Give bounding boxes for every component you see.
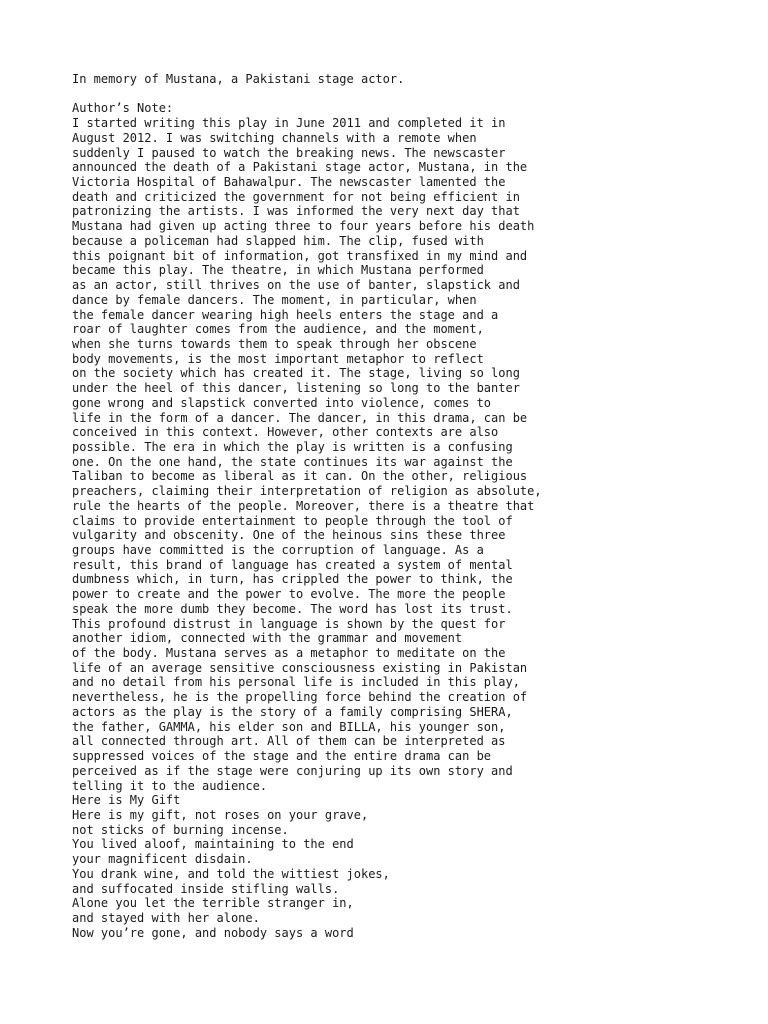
note-text-line: suddenly I paused to watch the breaking news. The newscaster (72, 145, 506, 160)
note-text-line: the female dancer wearing high heels enters the stage and a (72, 307, 499, 322)
poem-body (72, 808, 732, 940)
note-text-line: rule the hearts of the people. Moreover, there is a theatre that (72, 498, 535, 513)
dedication-line: In memory of Mustana, a Pakistani stage actor. (72, 72, 405, 86)
note-text-line: conceived in this context. However, other contexts are also (72, 425, 499, 440)
note-text-line: another idiom, connected with the grammar and movement (72, 631, 463, 646)
note-text-line: perceived as if the stage were conjuring up its own story and (72, 763, 513, 778)
note-text-line: Victoria Hospital of Bahawalpur. The newscaster lamented the (72, 175, 506, 190)
poem-line: not sticks of burning incense. (72, 822, 289, 837)
poem-line: and suffocated inside stifling walls. (72, 881, 340, 896)
note-text-line: all connected through art. All of them can be interpreted as (72, 734, 506, 749)
poem-line: You lived aloof, maintaining to the end (72, 837, 354, 852)
note-text-line: and no detail from his personal life is included in this play, (72, 675, 520, 690)
authors-note-heading: Author’s Note: (72, 101, 174, 116)
note-text-line: suppressed voices of the stage and the entire drama can be (72, 749, 492, 764)
note-text-line: August 2012. I was switching channels with a remote when (72, 130, 477, 145)
poem-line: and stayed with her alone. (72, 910, 260, 925)
note-text-line: became this play. The theatre, in which Mustana performed (72, 263, 484, 278)
paragraph-gap (72, 87, 732, 102)
note-text-line: on the society which has created it. The stage, living so long (72, 366, 520, 381)
note-text-line: vulgarity and obscenity. One of the heinous sins these three (72, 528, 506, 543)
note-text-line: power to create and the power to evolve. The more the people (72, 587, 506, 602)
note-text-line: claims to provide entertainment to people through the tool of (72, 513, 513, 528)
note-text-line: groups have committed is the corruption of language. As a (72, 543, 484, 557)
poem-title: Here is My Gift (72, 793, 181, 808)
poem-line: You drank wine, and told the wittiest jokes, (72, 866, 390, 881)
note-text-line: This profound distrust in language is shown by the quest for (72, 616, 506, 631)
note-text-line: dumbness which, in turn, has crippled the power to think, the (72, 572, 513, 587)
note-text-line: life in the form of a dancer. The dancer, in this drama, can be (72, 410, 528, 425)
note-text-line: body movements, is the most important metaphor to reflect (72, 351, 484, 366)
note-text-line: I started writing this play in June 2011 and completed it in (72, 116, 506, 131)
note-text-line: the father, GAMMA, his elder son and BILLA, his younger son, (72, 719, 506, 734)
note-text-line: this poignant bit of information, got transfixed in my mind and (72, 248, 528, 263)
note-text-line: gone wrong and slapstick converted into violence, comes to (72, 395, 492, 410)
note-text-line: under the heel of this dancer, listening so long to the banter (72, 381, 520, 396)
note-text-line: roar of laughter comes from the audience, and the moment, (72, 322, 484, 337)
note-text-line: Taliban to become as liberal as it can. On the other, religious (72, 469, 528, 484)
note-text-line: actors as the play is the story of a family comprising SHERA, (72, 704, 513, 719)
authors-note-body (72, 116, 732, 793)
poem-line: Now you’re gone, and nobody says a word (72, 925, 354, 940)
document-page (72, 72, 732, 940)
note-text-line: speak the more dumb they become. The word has lost its trust. (72, 601, 513, 616)
note-text-line: as an actor, still thrives on the use of banter, slapstick and (72, 278, 520, 293)
note-text-line: Mustana had given up acting three to four years before his death (72, 219, 535, 234)
note-text-line: when she turns towards them to speak through her obscene (72, 336, 477, 351)
note-text-line: death and criticized the government for not being efficient in (72, 189, 520, 204)
note-text-line: one. On the one hand, the state continues its war against the (72, 454, 513, 469)
note-text-line: telling it to the audience. (72, 778, 268, 793)
note-text-line: of the body. Mustana serves as a metaphor to meditate on the (72, 646, 506, 661)
note-text-line: result, this brand of language has created a system of mental (72, 557, 513, 572)
note-text-line: because a policeman had slapped him. The clip, fused with (72, 233, 484, 248)
note-text-line: patronizing the artists. I was informed the very next day that (72, 204, 520, 219)
poem-line: your magnificent disdain. (72, 852, 253, 867)
poem-line: Alone you let the terrible stranger in, (72, 896, 354, 911)
note-text-line: dance by female dancers. The moment, in particular, when (72, 292, 477, 307)
note-text-line: possible. The era in which the play is written is a confusing (72, 439, 513, 454)
poem-line: Here is my gift, not roses on your grave, (72, 807, 369, 822)
note-text-line: announced the death of a Pakistani stage actor, Mustana, in the (72, 160, 528, 175)
note-text-line: life of an average sensitive consciousness existing in Pakistan (72, 660, 528, 675)
note-text-line: nevertheless, he is the propelling force behind the creation of (72, 690, 528, 705)
note-text-line: preachers, claiming their interpretation of religion as absolute, (72, 484, 542, 499)
